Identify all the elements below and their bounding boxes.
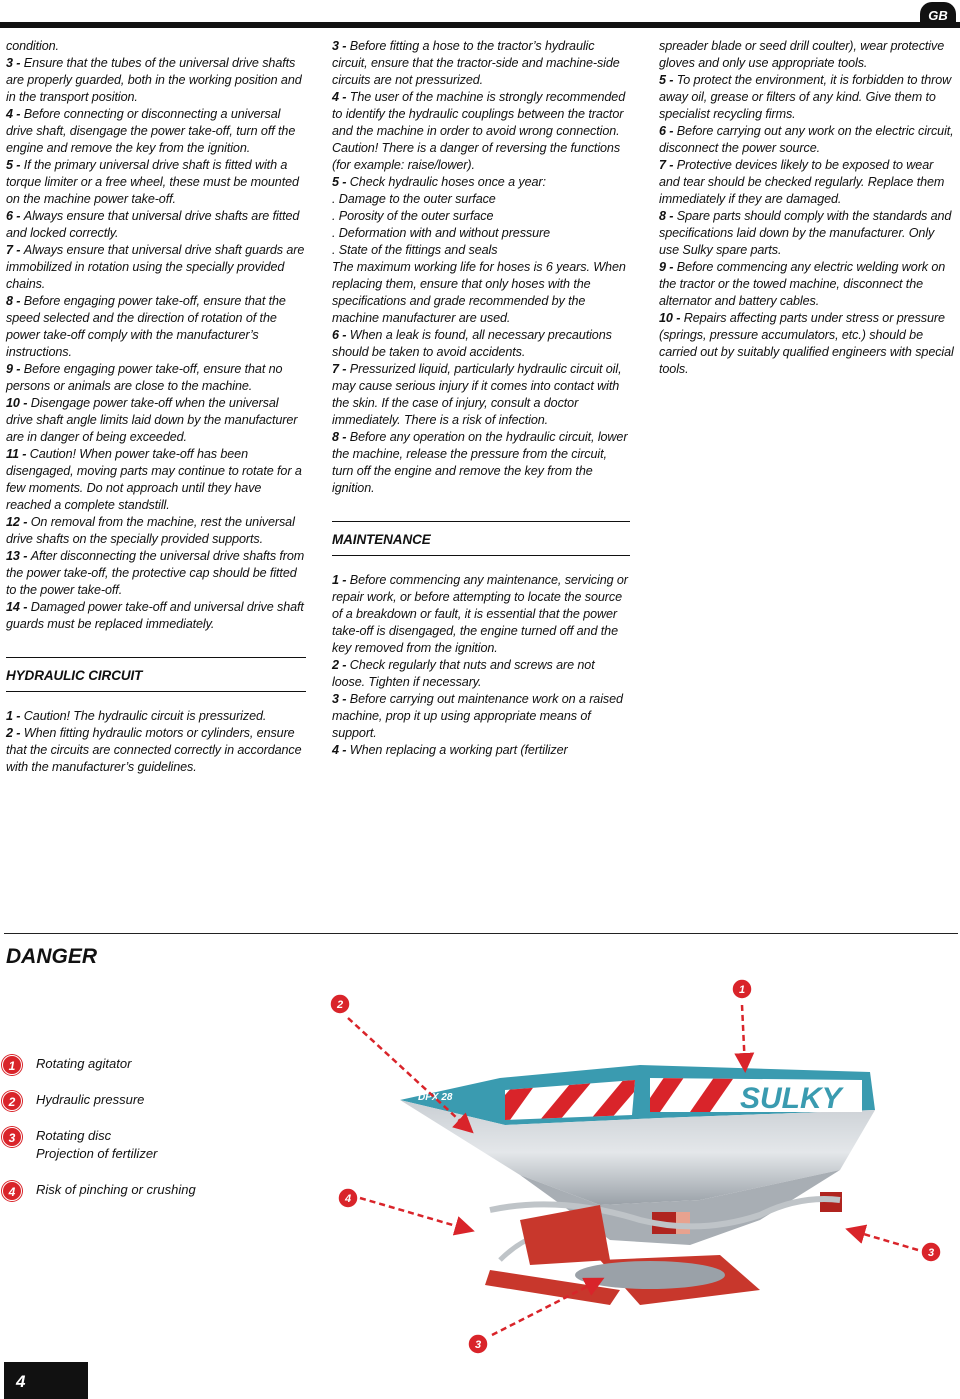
list-item bbox=[659, 123, 955, 157]
legend-text: Risk of pinching or crushing bbox=[36, 1182, 196, 1197]
list-item bbox=[659, 157, 955, 208]
item-number: 5 - bbox=[332, 175, 350, 189]
list-item bbox=[332, 174, 630, 191]
item-number: 12 - bbox=[6, 515, 31, 529]
list-item bbox=[332, 657, 630, 691]
item-number: 11 - bbox=[6, 447, 30, 461]
list-item bbox=[332, 361, 630, 429]
item-number: 6 - bbox=[332, 328, 350, 342]
item-text: Before connecting or disconnecting a universal drive shaft, disengage the power take-off, turn off the engine and remove the key from the ignition. bbox=[6, 107, 296, 155]
list-item bbox=[332, 429, 630, 497]
svg-text:1: 1 bbox=[738, 984, 746, 996]
legend-badge: 4 bbox=[2, 1181, 22, 1201]
callout-arrow-3-right bbox=[850, 1230, 918, 1250]
callout-badge-3-right bbox=[921, 1242, 941, 1262]
list-item bbox=[332, 259, 630, 327]
item-text: When replacing a working part (fertilizer bbox=[349, 743, 568, 757]
item-text: Repairs affecting parts under stress or pressure (springs, pressure accumulators, etc.) should be carried out by suitably qualified engineers with special tools. bbox=[659, 311, 954, 376]
machine-model-label: DPX 28 bbox=[418, 1092, 453, 1103]
list-item bbox=[659, 259, 955, 310]
col1-items bbox=[6, 38, 306, 633]
item-text: The maximum working life for hoses is 6 years. When replacing them, ensure that only hoses with the specifications and grade recommended by the machine manufacturer are used. bbox=[332, 260, 626, 325]
section-title-maintenance: MAINTENANCE bbox=[332, 521, 630, 556]
callout-badge-2 bbox=[330, 994, 350, 1014]
legend-badge: 1 bbox=[2, 1055, 22, 1075]
section-title-hydraulic: HYDRAULIC CIRCUIT bbox=[6, 657, 306, 692]
item-text: Before fitting a hose to the tractor’s hydraulic circuit, ensure that the tractor-side and machine-side circuits are not pressurized. bbox=[332, 39, 620, 87]
item-text: spreader blade or seed drill coulter), wear protective gloves and only use appropriate tools. bbox=[659, 39, 945, 70]
callout-badge-4 bbox=[338, 1188, 358, 1208]
svg-text:3: 3 bbox=[927, 1247, 935, 1259]
legend-text: Rotating disc Projection of fertilizer bbox=[36, 1128, 158, 1161]
list-item bbox=[659, 310, 955, 378]
column-1 bbox=[6, 38, 306, 776]
item-number: 8 - bbox=[332, 430, 350, 444]
item-text: Caution! The hydraulic circuit is pressurized. bbox=[23, 709, 267, 723]
item-text: To protect the environment, it is forbidden to throw away oil, grease or filters of any kind. Give them to specialist recycling firms. bbox=[659, 73, 952, 121]
callout-badge-3-bottom bbox=[468, 1334, 488, 1354]
item-text: Check regularly that nuts and screws are not loose. Tighten if necessary. bbox=[332, 658, 595, 689]
list-item bbox=[332, 208, 630, 225]
item-text: The user of the machine is strongly recommended to identify the hydraulic couplings between the tractor and the machine in order to avoid wrong connection. Caution! There is a danger of reversing the functions (for example: raise/lower). bbox=[332, 90, 626, 172]
item-number: 4 - bbox=[6, 107, 24, 121]
page-number: 4 bbox=[4, 1362, 88, 1399]
column-2 bbox=[332, 38, 630, 759]
legend-text: Rotating agitator bbox=[36, 1056, 132, 1071]
list-item bbox=[6, 242, 306, 293]
list-item bbox=[6, 293, 306, 361]
danger-title: DANGER bbox=[6, 945, 98, 968]
callout-badge-1 bbox=[732, 979, 752, 999]
item-number: 2 - bbox=[332, 658, 350, 672]
maintenance-items bbox=[332, 572, 630, 759]
list-item bbox=[6, 548, 306, 599]
item-text: Before commencing any maintenance, servicing or repair work, or before attempting to locate the source of a breakdown or fault, it is essential that the power take-off is disengaged, the engine turned off and the key removed from the ignition. bbox=[332, 573, 628, 655]
item-number: 6 - bbox=[6, 209, 24, 223]
list-item bbox=[6, 55, 306, 106]
item-text: Caution! When power take-off has been disengaged, moving parts may continue to rotate for a few moments. Do not approach until they have reached a complete standstill. bbox=[6, 447, 302, 512]
list-item bbox=[332, 572, 630, 657]
danger-rule bbox=[4, 933, 958, 934]
list-item bbox=[332, 242, 630, 259]
svg-text:2: 2 bbox=[336, 999, 344, 1011]
item-number: 5 - bbox=[659, 73, 677, 87]
item-text: Before any operation on the hydraulic circuit, lower the machine, release the pressure from the circuit, turn off the engine and remove the key from the ignition. bbox=[332, 430, 628, 495]
item-text: Damaged power take-off and universal drive shaft guards must be replaced immediately. bbox=[6, 600, 304, 631]
callout-arrow-1 bbox=[742, 1005, 745, 1068]
callout-arrow-4 bbox=[360, 1198, 470, 1230]
item-number: 9 - bbox=[6, 362, 24, 376]
list-item bbox=[6, 38, 306, 55]
list-item bbox=[332, 191, 630, 208]
item-text: Pressurized liquid, particularly hydraulic circuit oil, may cause serious injury if it comes into contact with the skin. If the case of injury, consult a doctor immediately. There is a risk of infection. bbox=[332, 362, 622, 427]
item-number: 9 - bbox=[659, 260, 677, 274]
list-item bbox=[6, 725, 306, 776]
list-item bbox=[6, 208, 306, 242]
item-text: Ensure that the tubes of the universal drive shafts are properly guarded, both in the working position and in the transport position. bbox=[6, 56, 302, 104]
list-item bbox=[6, 106, 306, 157]
item-text: . Damage to the outer surface bbox=[332, 192, 496, 206]
top-rule bbox=[0, 22, 960, 28]
item-number: 8 - bbox=[6, 294, 24, 308]
item-number: 14 - bbox=[6, 600, 31, 614]
list-item bbox=[332, 327, 630, 361]
item-number: 3 - bbox=[332, 692, 350, 706]
list-item bbox=[6, 395, 306, 446]
item-number: 7 - bbox=[6, 243, 24, 257]
list-item bbox=[6, 157, 306, 208]
legend-text: Hydraulic pressure bbox=[36, 1092, 145, 1107]
item-number: 4 - bbox=[332, 90, 350, 104]
list-item bbox=[6, 708, 306, 725]
item-text: Always ensure that universal drive shafts are fitted and locked correctly. bbox=[6, 209, 300, 240]
item-number: 1 - bbox=[332, 573, 350, 587]
item-text: Protective devices likely to be exposed to wear and tear should be checked regularly. Replace them immediately if they are damaged. bbox=[659, 158, 945, 206]
item-number: 3 - bbox=[6, 56, 24, 70]
item-number: 4 - bbox=[332, 743, 350, 757]
item-number: 10 - bbox=[6, 396, 31, 410]
list-item bbox=[332, 691, 630, 742]
language-tab: GB bbox=[920, 2, 956, 28]
col2-items bbox=[332, 38, 630, 497]
item-number: 13 - bbox=[6, 549, 31, 563]
item-text: Before carrying out any work on the electric circuit, disconnect the power source. bbox=[659, 124, 954, 155]
list-item bbox=[332, 742, 630, 759]
item-number: 7 - bbox=[332, 362, 350, 376]
item-text: . Deformation with and without pressure bbox=[332, 226, 550, 240]
column-3 bbox=[659, 38, 955, 378]
item-text: On removal from the machine, rest the universal drive shafts on the specially provided supports. bbox=[6, 515, 295, 546]
list-item bbox=[6, 361, 306, 395]
legend-badge: 2 bbox=[2, 1091, 22, 1111]
item-text: Disengage power take-off when the universal drive shaft angle limits laid down by the manufacturer are in danger of being exceeded. bbox=[6, 396, 298, 444]
list-item bbox=[332, 38, 630, 89]
list-item bbox=[6, 514, 306, 548]
machine-photo bbox=[0, 960, 960, 1360]
item-number: 10 - bbox=[659, 311, 684, 325]
item-text: . Porosity of the outer surface bbox=[332, 209, 494, 223]
machine-brand-label: SULKY bbox=[740, 1082, 842, 1115]
item-text: Before commencing any electric welding work on the tractor or the towed machine, disconnect the alternator and battery cables. bbox=[659, 260, 946, 308]
item-number: 1 - bbox=[6, 709, 24, 723]
item-text: When fitting hydraulic motors or cylinders, ensure that the circuits are connected correctly in accordance with the manufacturer’s guidelines. bbox=[6, 726, 302, 774]
svg-text:3: 3 bbox=[474, 1339, 482, 1351]
hydraulic-items bbox=[6, 708, 306, 776]
item-number: 2 - bbox=[6, 726, 24, 740]
list-item bbox=[659, 208, 955, 259]
item-text: Before engaging power take-off, ensure that the speed selected and the direction of rotation of the power take-off comply with the manufacturer’s instructions. bbox=[6, 294, 286, 359]
callout-arrow-2 bbox=[348, 1018, 470, 1130]
list-item bbox=[659, 38, 955, 72]
item-number: 3 - bbox=[332, 39, 350, 53]
spinning-disc bbox=[575, 1261, 725, 1289]
item-number: 8 - bbox=[659, 209, 677, 223]
legend-badge: 3 bbox=[2, 1127, 22, 1147]
item-text: Before carrying out maintenance work on a raised machine, prop it up using appropriate means of support. bbox=[332, 692, 623, 740]
item-text: After disconnecting the universal drive shafts from the power take-off, the protective cap should be fitted to the power take-off. bbox=[6, 549, 305, 597]
list-item bbox=[332, 89, 630, 174]
item-text: condition. bbox=[6, 39, 59, 53]
list-item bbox=[659, 72, 955, 123]
item-text: Spare parts should comply with the standards and specifications laid down by the manufacturer. Only use Sulky spare parts. bbox=[659, 209, 952, 257]
item-number: 5 - bbox=[6, 158, 24, 172]
item-text: When a leak is found, all necessary precautions should be taken to avoid accidents. bbox=[332, 328, 612, 359]
item-text: Before engaging power take-off, ensure that no persons or animals are close to the machine. bbox=[6, 362, 283, 393]
item-text: Always ensure that universal drive shaft guards are immobilized in rotation using the specially provided chains. bbox=[6, 243, 305, 291]
item-text: If the primary universal drive shaft is fitted with a torque limiter or a free wheel, these must be mounted on the machine power take-off. bbox=[6, 158, 299, 206]
item-number: 6 - bbox=[659, 124, 677, 138]
item-number: 7 - bbox=[659, 158, 677, 172]
item-text: . State of the fittings and seals bbox=[332, 243, 498, 257]
list-item bbox=[6, 599, 306, 633]
svg-text:4: 4 bbox=[344, 1193, 352, 1205]
list-item bbox=[332, 225, 630, 242]
item-text: Check hydraulic hoses once a year: bbox=[349, 175, 546, 189]
list-item bbox=[6, 446, 306, 514]
col3-items bbox=[659, 38, 955, 378]
